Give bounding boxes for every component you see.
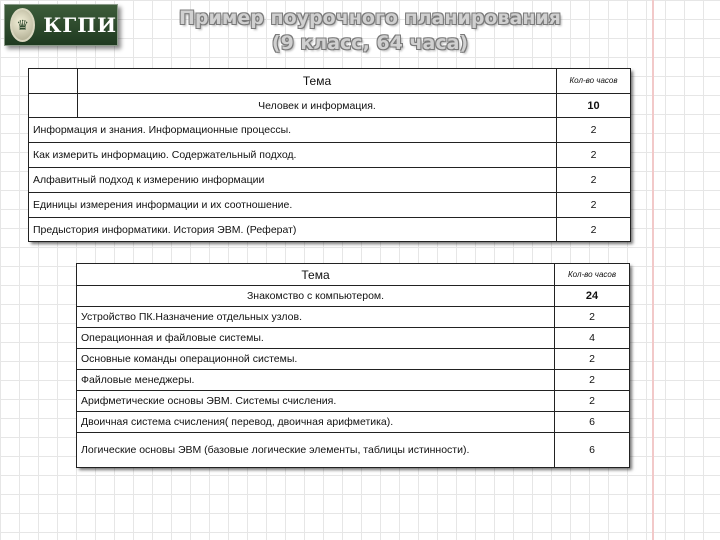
logo <box>4 4 118 46</box>
row-hours: 6 <box>555 433 630 468</box>
header-hours: Кол-во часов <box>555 264 630 286</box>
plan-table-2 <box>76 263 629 467</box>
empty-cell <box>29 94 78 118</box>
table-row <box>29 118 631 143</box>
row-topic: Арифметические основы ЭВМ. Системы счисления. <box>77 391 555 412</box>
row-topic: Двоичная система счисления( перевод, двоичная арифметика). <box>77 412 555 433</box>
section-row <box>77 286 630 307</box>
section-row <box>29 94 631 118</box>
row-hours: 2 <box>557 168 631 193</box>
header-topic: Тема <box>78 69 557 94</box>
row-hours: 2 <box>557 143 631 168</box>
table-row <box>77 328 630 349</box>
row-topic: Алфавитный подход к измерению информации <box>29 168 557 193</box>
section-hours: 24 <box>555 286 630 307</box>
table-row <box>29 168 631 193</box>
table-row <box>77 349 630 370</box>
table-header-row <box>29 69 631 94</box>
row-topic: Предыстория информатики. История ЭВМ. (Реферат) <box>29 218 557 242</box>
table-row <box>29 218 631 242</box>
section-topic: Человек и информация. <box>78 94 557 118</box>
row-hours: 2 <box>555 307 630 328</box>
row-hours: 2 <box>557 118 631 143</box>
title-line-2: (9 класс, 64 часа) <box>271 32 469 54</box>
row-hours: 4 <box>555 328 630 349</box>
crest-icon: ♛ <box>10 8 35 42</box>
row-hours: 2 <box>555 349 630 370</box>
row-hours: 2 <box>555 391 630 412</box>
row-topic: Файловые менеджеры. <box>77 370 555 391</box>
logo-text: КГПИ <box>43 13 117 37</box>
table-row <box>77 412 630 433</box>
row-topic: Основные команды операционной системы. <box>77 349 555 370</box>
row-topic: Устройство ПК.Назначение отдельных узлов. <box>77 307 555 328</box>
row-topic: Как измерить информацию. Содержательный подход. <box>29 143 557 168</box>
row-topic: Операционная и файловые системы. <box>77 328 555 349</box>
plan-table-1 <box>28 68 630 241</box>
table-header-row <box>77 264 630 286</box>
table-row <box>77 307 630 328</box>
row-hours: 2 <box>557 218 631 242</box>
section-topic: Знакомство с компьютером. <box>77 286 555 307</box>
row-topic: Информация и знания. Информационные процессы. <box>29 118 557 143</box>
row-topic: Единицы измерения информации и их соотношение. <box>29 193 557 218</box>
table-row <box>77 391 630 412</box>
row-hours: 2 <box>555 370 630 391</box>
title-line-1: Пример поурочного планирования <box>179 7 561 29</box>
table-row <box>77 433 630 468</box>
row-hours: 2 <box>557 193 631 218</box>
header-hours: Кол-во часов <box>557 69 631 94</box>
page-title <box>150 6 590 56</box>
header-topic: Тема <box>77 264 555 286</box>
table-row <box>29 143 631 168</box>
empty-cell <box>29 69 78 94</box>
table-row <box>77 370 630 391</box>
section-hours: 10 <box>557 94 631 118</box>
row-topic: Логические основы ЭВМ (базовые логические элементы, таблицы истинности). <box>77 433 555 468</box>
row-hours: 6 <box>555 412 630 433</box>
table-row <box>29 193 631 218</box>
notebook-margin-line <box>652 0 654 540</box>
